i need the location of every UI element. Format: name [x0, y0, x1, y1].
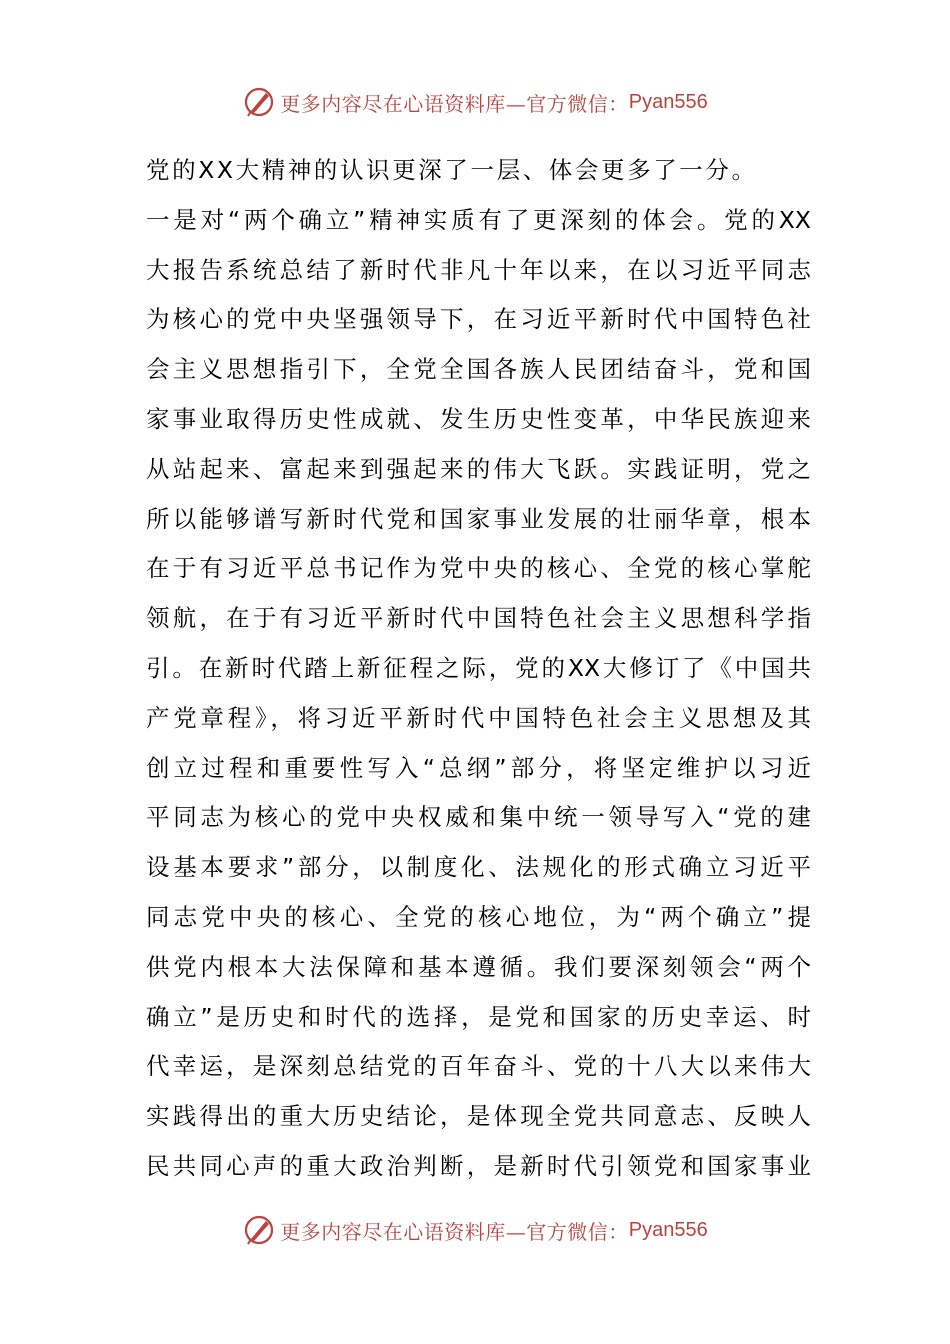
header-banner [0, 82, 950, 122]
text-line: 创立过程和重要性写入“总纲”部分，将坚定维护以习近 [146, 753, 811, 782]
text-line: 同志党中央的核心、全党的核心地位，为“两个确立”提 [146, 902, 811, 931]
text-line: 确立”是历史和时代的选择，是党和国家的历史幸运、时 [146, 1002, 811, 1031]
footer-wechat-id: Pyan556 [628, 1218, 708, 1241]
text-line: 为核心的党中央坚强领导下，在习近平新时代中国特色社 [146, 305, 811, 334]
text-line: 代幸运，是深刻总结党的百年奋斗、党的十八大以来伟大 [146, 1052, 811, 1081]
quill-pen-circle-icon [242, 1213, 276, 1247]
footer-banner-text: 更多内容尽在心语资料库—官方微信： [280, 1219, 629, 1244]
document-body [146, 146, 811, 1192]
header-wechat-id: Pyan556 [628, 90, 708, 113]
text-line: 从站起来、富起来到强起来的伟大飞跃。实践证明，党之 [146, 454, 811, 483]
text-line: 家事业取得历史性成就、发生历史性变革，中华民族迎来 [146, 404, 811, 433]
text-line: 所以能够谱写新时代党和国家事业发展的壮丽华章，根本 [146, 504, 811, 533]
text-line: 一是对“两个确立”精神实质有了更深刻的体会。党的XX [146, 205, 811, 234]
text-line: 产党章程》，将习近平新时代中国特色社会主义思想及其 [146, 703, 811, 732]
text-line: 引。在新时代踏上新征程之际，党的XX大修订了《中国共 [146, 653, 811, 682]
text-line: 实践得出的重大历史结论，是体现全党共同意志、反映人 [146, 1102, 811, 1131]
header-banner-text: 更多内容尽在心语资料库—官方微信： [280, 91, 629, 116]
quill-pen-circle-icon [242, 85, 276, 119]
text-line: 设基本要求”部分，以制度化、法规化的形式确立习近平 [146, 853, 811, 882]
text-line: 在于有习近平总书记作为党中央的核心、全党的核心掌舵 [146, 554, 811, 583]
text-line: 领航，在于有习近平新时代中国特色社会主义思想科学指 [146, 604, 811, 633]
text-line: 供党内根本大法保障和基本遵循。我们要深刻领会“两个 [146, 952, 811, 981]
text-line: 党的XX大精神的认识更深了一层、体会更多了一分。 [146, 156, 758, 184]
text-line: 大报告系统总结了新时代非凡十年以来，在以习近平同志 [146, 255, 811, 284]
text-line: 平同志为核心的党中央权威和集中统一领导写入“党的建 [146, 803, 811, 832]
footer-banner [0, 1210, 950, 1250]
text-line: 会主义思想指引下，全党全国各族人民团结奋斗，党和国 [146, 355, 811, 384]
text-line: 民共同心声的重大政治判断，是新时代引领党和国家事业 [146, 1151, 811, 1180]
